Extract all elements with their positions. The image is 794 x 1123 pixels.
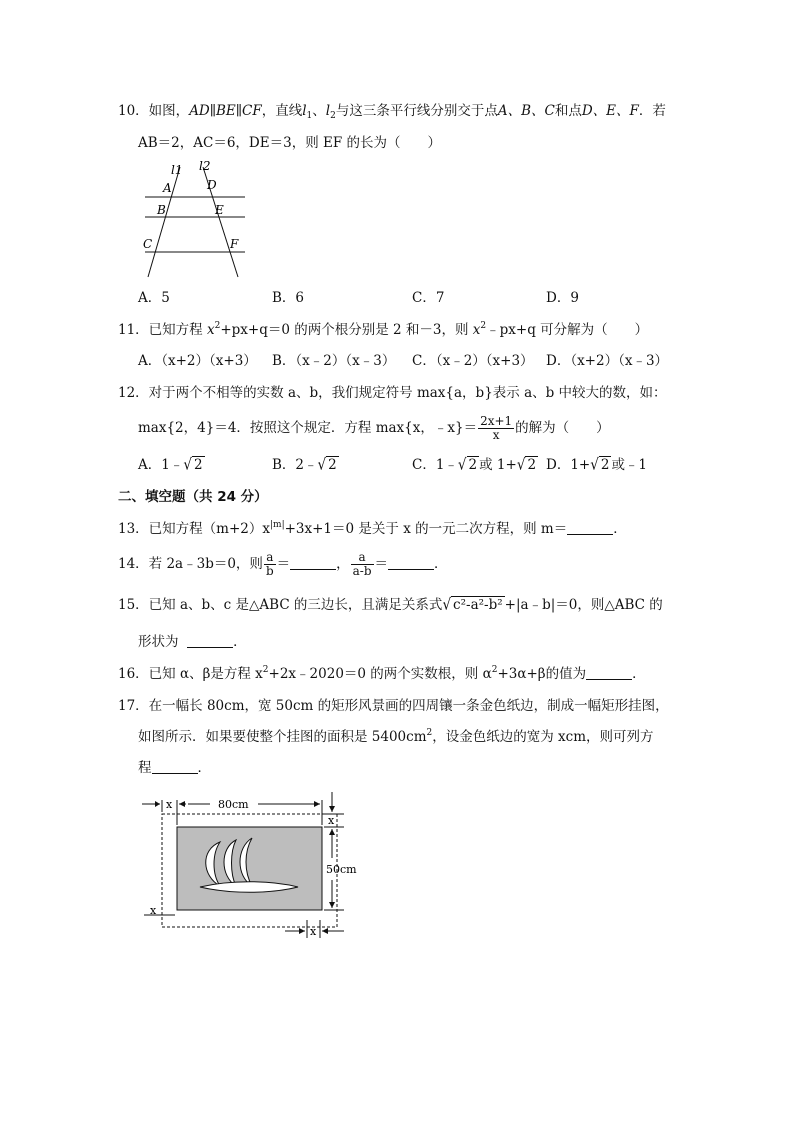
q11-option-c[interactable]: C．（x﹣2）（x+3）	[412, 353, 534, 369]
q11-option-b[interactable]: B．（x﹣2）（x﹣3）	[272, 353, 396, 369]
fig17-height-label: 50cm	[326, 863, 357, 876]
q10-option-b[interactable]: B．6	[272, 290, 305, 306]
q12-option-a[interactable]: A．1﹣√ 2	[138, 455, 203, 475]
q11-option-a[interactable]: A．（x+2）（x+3）	[138, 353, 257, 369]
q10-option-c[interactable]: C．7	[412, 290, 445, 306]
q16-stem: 16．已知 α、β是方程 $x^2+2x﹣2020=0$ 的两个实数根，则 $\alpha^2+3\alpha+\beta$的值为 ．	[118, 665, 646, 682]
section-fill-in-heading: 二、填空题（共 24 分）	[118, 489, 268, 505]
fig17-top-x: x	[166, 798, 173, 811]
fig-label-B: B	[157, 203, 166, 217]
q15-line1: 15．已知 a、b、c 是△ABC 的三边长，且满足关系式√ c²-a²-b² +|a﹣b|＝0，则△ABC 的	[118, 595, 663, 615]
q17-line3: 程 ．	[138, 760, 211, 776]
fig-label-l2: l2	[199, 159, 211, 173]
q17-line2: 如图所示．如果要使整个挂图的面积是 $5400cm^2$，设金色纸边的宽为 xcm，则可列方	[138, 728, 654, 745]
q10-line2: AB＝2，AC＝6，DE＝3，则 EF 的长为（ ）	[138, 135, 441, 151]
q10-option-d[interactable]: D．9	[546, 290, 579, 306]
q10-line1: 10．如图，AD∥BE∥CF，直线$l_1$、$l_2$与这三条平行线分别交于点A、B、C和点D、E、F．若	[118, 103, 666, 121]
fig-label-F: F	[230, 237, 239, 251]
q17-answer-blank[interactable]	[152, 759, 198, 774]
q12-fraction: $\frac{2x+1}{x}$	[480, 414, 513, 442]
q14-answer-blank-2[interactable]	[388, 555, 434, 570]
q12-option-c[interactable]: C．1﹣√ 2 或 1+√ 2	[412, 455, 537, 475]
q15-answer-blank[interactable]	[187, 633, 233, 648]
q12-option-b[interactable]: B．2﹣√ 2	[272, 455, 337, 475]
fig17-right-x: x	[328, 814, 335, 827]
q14-stem: 14．若 2a﹣3b＝0，则 $\frac{a}{b}$ ＝ ， $\frac{a}{a-b}$ ＝ ．	[118, 550, 448, 578]
q12-line1: 12．对于两个不相等的实数 a、b，我们规定符号 max{a，b}表示 a、b 中较大的数，如：	[118, 385, 667, 401]
fig17-left-x: x	[150, 904, 157, 917]
q14-answer-blank-1[interactable]	[290, 555, 336, 570]
fig17-width-label: 80cm	[218, 798, 249, 811]
q12-line2: max{2，4}＝4．按照这个规定．方程 max{x，﹣x}＝ $\frac{2x+1}{x}$ 的解为（ ）	[138, 414, 610, 442]
fig-label-A: A	[163, 181, 172, 195]
fig-label-l1: l1	[171, 163, 183, 177]
q11-stem: 11．已知方程 $x^2+px+q=0$ 的两个根分别是 2 和－3，则 $x^2﹣px+q$ 可分解为（ ）	[118, 321, 649, 338]
q15-line2: 形状为 ．	[138, 634, 247, 650]
q10-option-a[interactable]: A．5	[138, 290, 170, 306]
fig-label-D: D	[207, 178, 217, 192]
q13-stem: 13．已知方程$(m+2)x^{|m|}+3x+1=0$ 是关于 x 的一元二次方程，则 m＝ ．	[118, 520, 627, 537]
fig-label-E: E	[215, 203, 224, 217]
q11-option-d[interactable]: D．（x+2）（x﹣3）	[546, 353, 669, 369]
q17-figure	[140, 790, 365, 940]
q16-answer-blank[interactable]	[586, 665, 632, 680]
q17-line1: 17．在一幅长 80cm，宽 50cm 的矩形风景画的四周镶一条金色纸边，制成一幅矩形挂图，	[118, 698, 669, 714]
q13-answer-blank[interactable]	[567, 520, 613, 535]
fig17-bottom-x: x	[310, 925, 317, 938]
q12-option-d[interactable]: D．1+√ 2 或﹣1	[546, 455, 648, 475]
fig-label-C: C	[143, 237, 153, 251]
q10-figure	[135, 155, 255, 280]
